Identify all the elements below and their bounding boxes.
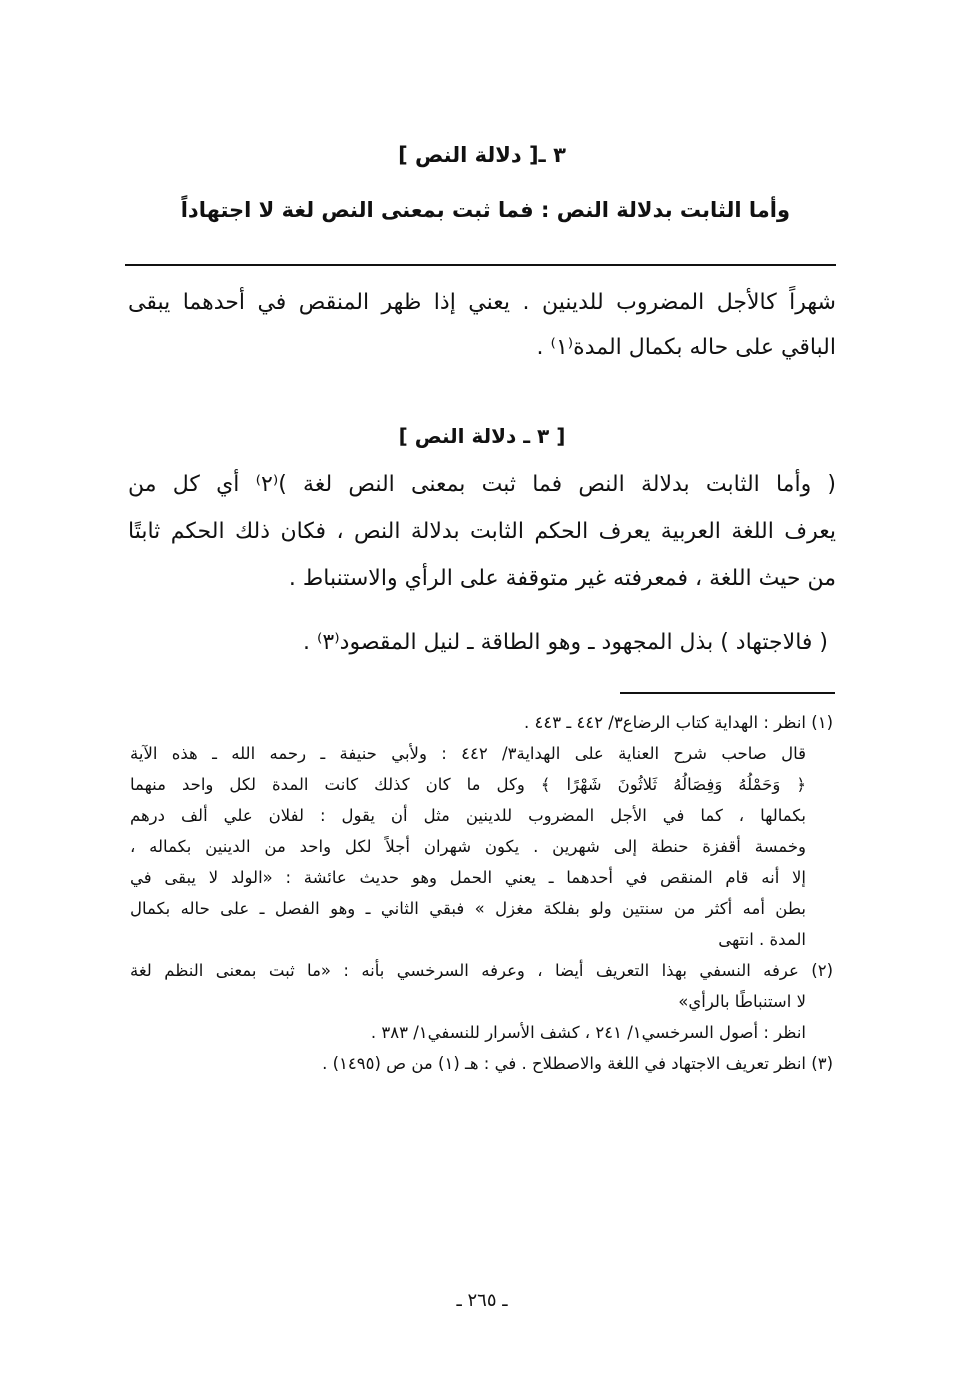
footnote-line: بكمالها ، كما في الأجل المضروب للدينين مثل أن يقول : لفلان علي ألف درهم bbox=[130, 806, 806, 825]
sharh-line: شهراً كالأجل المضروب للدينين . يعني إذا ظهر المنقص في أحدهما يبقى bbox=[128, 290, 836, 315]
page-number: ـ ٢٦٥ ـ bbox=[456, 1290, 508, 1311]
matn-divider bbox=[125, 264, 836, 266]
sharh-line: يعرف اللغة العربية يعرف الحكم الثابت بدلالة النص ، فكان ذلك الحكم ثابتًا bbox=[128, 519, 836, 544]
sharh-line: الباقي على حاله بكمال المدة⁽١⁾ . bbox=[536, 335, 836, 360]
footnote-line: المدة . انتهى bbox=[718, 930, 806, 949]
sharh-line: من حيث اللغة ، فمعرفته غير متوقفة على الرأي والاستنباط . bbox=[288, 566, 836, 591]
footnote-line: انظر : أصول السرخسي١/ ٢٤١ ، كشف الأسرار للنسفي١/ ٣٨٣ . bbox=[370, 1023, 806, 1042]
footnote-line: ﴿ وَحَمْلُهُ وَفِصَالُهُ ثَلاثُونَ شَهْرًا ﴾ وكل ما كان كذلك كانت المدة لكل واحد منهما bbox=[130, 775, 806, 794]
footnote-line: بطن أمه أكثر من سنتين ولو بفلكة مغزل » فبقي الثاني ـ وهو الفصل ـ على حاله بكمال bbox=[130, 899, 806, 918]
footnote-1: (١) انظر : الهداية كتاب الرضاع٣/ ٤٤٢ ـ ٤٤٣ . bbox=[524, 713, 833, 732]
footnote-2: (٢) عرفه النسفي بهذا التعريف أيضا ، وعرفه السرخسي بأنه : «ما ثبت بمعنى النظم لغة bbox=[130, 961, 833, 980]
ijtihad-definition: ( فالاجتهاد ) بذل المجهود ـ وهو الطاقة ـ لنيل المقصود⁽٣⁾ . bbox=[303, 630, 828, 655]
footnote-line: إلا أنه قام المنقص في أحدهما ـ يعني الحمل وهو حديث عائشة : «الولد لا يبقى في bbox=[130, 868, 806, 887]
matn-heading: ٣ ـ[ دلالة النص ] bbox=[398, 143, 566, 167]
footnote-line: وخمسة أقفزة حنطة إلى شهرين . يكون شهران أجلاً لكل واحد من الدينين بكماله ، bbox=[130, 837, 806, 856]
matn-text: وأما الثابت بدلالة النص : فما ثبت بمعنى النص لغة لا اجتهاداً bbox=[180, 198, 790, 222]
sharh-line: ( وأما الثابت بدلالة النص فما ثبت بمعنى النص لغة )⁽٢⁾ أي كل من bbox=[128, 472, 836, 497]
footnote-3: (٣) انظر تعريف الاجتهاد في اللغة والاصطلاح . في : هـ (١) من ص (١٤٩٥) . bbox=[322, 1054, 833, 1073]
footnote-divider bbox=[620, 692, 835, 694]
footnote-line: قال صاحب شرح العناية على الهداية٣/ ٤٤٢ : ولأبي حنيفة ـ رحمه الله ـ هذه الآية bbox=[130, 744, 806, 763]
footnote-line: لا استنباطًا بالرأي» bbox=[678, 992, 806, 1011]
section-heading: [ ٣ ـ دلالة النص ] bbox=[398, 424, 566, 448]
